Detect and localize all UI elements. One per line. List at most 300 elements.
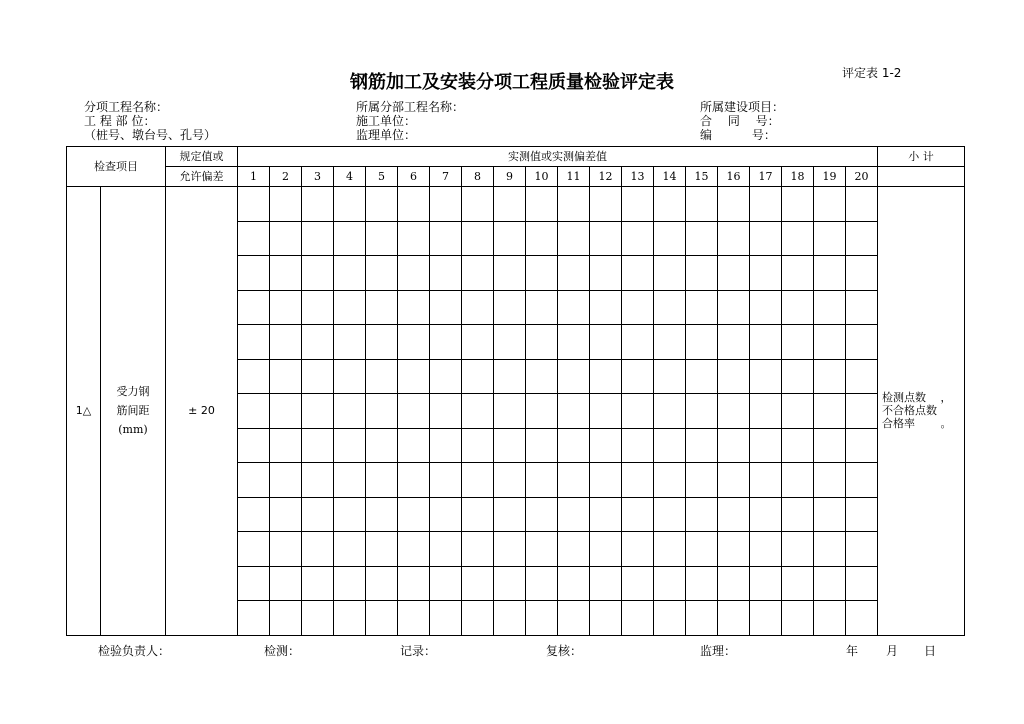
- measured-value-cell[interactable]: [558, 290, 590, 325]
- header-subtotal: 小 计: [878, 147, 965, 167]
- contract-number-label: 合 同 号：: [700, 114, 780, 128]
- measured-value-cell[interactable]: [846, 256, 878, 291]
- measured-value-cell[interactable]: [334, 359, 366, 394]
- measured-value-cell[interactable]: [846, 463, 878, 498]
- column-number: 8: [462, 167, 494, 187]
- measured-value-cell[interactable]: [558, 394, 590, 429]
- measured-value-cell[interactable]: [654, 497, 686, 532]
- measured-value-cell[interactable]: [398, 601, 430, 636]
- measured-value-cell[interactable]: [750, 497, 782, 532]
- measured-value-cell[interactable]: [558, 325, 590, 360]
- measured-value-cell[interactable]: [398, 532, 430, 567]
- measured-value-cell[interactable]: [270, 359, 302, 394]
- measured-value-cell[interactable]: [238, 325, 270, 360]
- measured-value-cell[interactable]: [590, 221, 622, 256]
- measured-value-cell[interactable]: [686, 394, 718, 429]
- measured-value-cell[interactable]: [462, 497, 494, 532]
- measured-value-cell[interactable]: [622, 428, 654, 463]
- column-number: 19: [814, 167, 846, 187]
- measured-value-cell[interactable]: [654, 187, 686, 222]
- measured-value-cell[interactable]: [814, 601, 846, 636]
- measured-value-cell[interactable]: [718, 601, 750, 636]
- measured-value-cell[interactable]: [846, 497, 878, 532]
- construction-unit-label: 施工单位：: [356, 114, 417, 128]
- measured-value-cell[interactable]: [622, 221, 654, 256]
- column-number: 2: [270, 167, 302, 187]
- header-spec-line1: 规定值或: [166, 147, 238, 167]
- measured-value-cell[interactable]: [334, 428, 366, 463]
- column-number: 5: [366, 167, 398, 187]
- measured-value-cell[interactable]: [590, 463, 622, 498]
- measured-value-cell[interactable]: [462, 566, 494, 601]
- measured-value-cell[interactable]: [302, 221, 334, 256]
- measured-value-cell[interactable]: [430, 566, 462, 601]
- item-name: [101, 187, 166, 636]
- measured-value-cell[interactable]: [782, 221, 814, 256]
- measured-value-cell[interactable]: [718, 532, 750, 567]
- measured-value-cell[interactable]: [526, 463, 558, 498]
- measured-value-cell[interactable]: [718, 290, 750, 325]
- measured-value-cell[interactable]: [494, 463, 526, 498]
- measured-value-cell[interactable]: [750, 428, 782, 463]
- measured-value-cell[interactable]: [622, 566, 654, 601]
- measured-value-cell[interactable]: [718, 187, 750, 222]
- column-number: 12: [590, 167, 622, 187]
- measured-value-cell[interactable]: [558, 532, 590, 567]
- measured-value-cell[interactable]: [462, 532, 494, 567]
- measured-value-cell[interactable]: [526, 290, 558, 325]
- measured-value-cell[interactable]: [814, 394, 846, 429]
- measured-value-cell[interactable]: [430, 325, 462, 360]
- measured-value-cell[interactable]: [494, 428, 526, 463]
- measured-value-cell[interactable]: [302, 394, 334, 429]
- measured-value-cell[interactable]: [846, 394, 878, 429]
- measured-value-cell[interactable]: [494, 394, 526, 429]
- sub-project-label: 所属分部工程名称：: [356, 100, 465, 114]
- measured-value-cell[interactable]: [398, 566, 430, 601]
- measured-value-cell[interactable]: [462, 290, 494, 325]
- measured-value-cell[interactable]: [558, 463, 590, 498]
- measured-value-cell[interactable]: [814, 497, 846, 532]
- measured-value-cell[interactable]: [590, 394, 622, 429]
- measured-value-cell[interactable]: [302, 497, 334, 532]
- header-measured-values: 实测值或实测偏差值: [238, 147, 878, 167]
- measured-value-cell[interactable]: [718, 428, 750, 463]
- measured-value-cell[interactable]: [334, 601, 366, 636]
- measured-value-cell[interactable]: [846, 187, 878, 222]
- measured-value-cell[interactable]: [366, 566, 398, 601]
- measured-value-cell[interactable]: [814, 532, 846, 567]
- measured-value-cell[interactable]: [238, 463, 270, 498]
- measured-value-cell[interactable]: [462, 187, 494, 222]
- measured-value-cell[interactable]: [814, 187, 846, 222]
- measured-value-cell[interactable]: [334, 290, 366, 325]
- measured-value-cell[interactable]: [366, 463, 398, 498]
- measured-value-cell[interactable]: [302, 532, 334, 567]
- measured-value-cell[interactable]: [270, 566, 302, 601]
- measured-value-cell[interactable]: [270, 601, 302, 636]
- measured-value-cell[interactable]: [654, 566, 686, 601]
- measured-value-cell[interactable]: [366, 601, 398, 636]
- header-spec-line2: 允许偏差: [166, 167, 238, 187]
- measured-value-cell[interactable]: [590, 497, 622, 532]
- measured-value-cell[interactable]: [590, 187, 622, 222]
- measured-value-cell[interactable]: [302, 256, 334, 291]
- measured-value-cell[interactable]: [526, 394, 558, 429]
- item-name-line: 受力钢: [116, 385, 150, 399]
- measured-value-cell[interactable]: [238, 601, 270, 636]
- measurement-rows: [67, 187, 965, 636]
- measured-value-cell[interactable]: [270, 463, 302, 498]
- measured-value-cell[interactable]: [686, 221, 718, 256]
- measured-value-cell[interactable]: [526, 325, 558, 360]
- measured-value-cell[interactable]: [398, 290, 430, 325]
- measured-value-cell[interactable]: [558, 221, 590, 256]
- measured-value-cell[interactable]: [846, 532, 878, 567]
- measured-value-cell[interactable]: [782, 256, 814, 291]
- measured-value-cell[interactable]: [334, 566, 366, 601]
- measured-value-cell[interactable]: [430, 601, 462, 636]
- measured-value-cell[interactable]: [558, 256, 590, 291]
- pile-pier-hole-label: （桩号、墩台号、孔号）: [84, 128, 217, 142]
- measured-value-cell[interactable]: [334, 256, 366, 291]
- measured-value-cell[interactable]: [398, 221, 430, 256]
- measured-value-cell[interactable]: [814, 256, 846, 291]
- column-number: 18: [782, 167, 814, 187]
- measured-value-cell[interactable]: [782, 359, 814, 394]
- measured-value-cell[interactable]: [302, 566, 334, 601]
- measured-value-cell[interactable]: [654, 428, 686, 463]
- measured-value-cell[interactable]: [494, 601, 526, 636]
- measured-value-cell[interactable]: [238, 532, 270, 567]
- measured-value-cell[interactable]: [718, 359, 750, 394]
- footer-review: 复核：: [546, 644, 583, 658]
- measured-value-cell[interactable]: [494, 532, 526, 567]
- measured-value-cell[interactable]: [430, 290, 462, 325]
- measured-value-cell[interactable]: [622, 532, 654, 567]
- measured-value-cell[interactable]: [462, 325, 494, 360]
- measured-value-cell[interactable]: [430, 463, 462, 498]
- measured-value-cell[interactable]: [782, 601, 814, 636]
- measured-value-cell[interactable]: [270, 221, 302, 256]
- measured-value-cell[interactable]: [238, 221, 270, 256]
- measured-value-cell[interactable]: [270, 394, 302, 429]
- measured-value-cell[interactable]: [430, 428, 462, 463]
- measured-value-cell[interactable]: [750, 256, 782, 291]
- measured-value-cell[interactable]: [782, 325, 814, 360]
- footer-month: 月: [886, 644, 899, 658]
- measured-value-cell[interactable]: [590, 359, 622, 394]
- measured-value-cell[interactable]: [558, 428, 590, 463]
- measured-value-cell[interactable]: [302, 428, 334, 463]
- measured-value-cell[interactable]: [526, 601, 558, 636]
- info-column-left: [84, 100, 216, 142]
- measured-value-cell[interactable]: [654, 463, 686, 498]
- measured-value-cell[interactable]: [782, 566, 814, 601]
- measured-value-cell[interactable]: [334, 532, 366, 567]
- measured-value-cell[interactable]: [366, 187, 398, 222]
- measured-value-cell[interactable]: [494, 221, 526, 256]
- measured-value-cell[interactable]: [846, 221, 878, 256]
- measured-value-cell[interactable]: [558, 601, 590, 636]
- measured-value-cell[interactable]: [366, 497, 398, 532]
- measured-value-cell[interactable]: [622, 497, 654, 532]
- measured-value-cell[interactable]: [526, 256, 558, 291]
- measured-value-cell[interactable]: [398, 497, 430, 532]
- measured-value-cell[interactable]: [462, 463, 494, 498]
- measured-value-cell[interactable]: [782, 428, 814, 463]
- column-number: 3: [302, 167, 334, 187]
- measured-value-cell[interactable]: [814, 463, 846, 498]
- measured-value-cell[interactable]: [526, 532, 558, 567]
- measured-value-cell[interactable]: [366, 359, 398, 394]
- measured-value-cell[interactable]: [238, 290, 270, 325]
- measured-value-cell[interactable]: [270, 497, 302, 532]
- measured-value-cell[interactable]: [494, 325, 526, 360]
- measured-value-cell[interactable]: [494, 256, 526, 291]
- measured-value-cell[interactable]: [750, 325, 782, 360]
- measured-value-cell[interactable]: [686, 359, 718, 394]
- measured-value-cell[interactable]: [494, 187, 526, 222]
- measured-value-cell[interactable]: [302, 325, 334, 360]
- subtotal-line: 检测点数 ，: [882, 391, 952, 405]
- column-number: 13: [622, 167, 654, 187]
- measured-value-cell[interactable]: [686, 187, 718, 222]
- measured-value-cell[interactable]: [334, 497, 366, 532]
- measurement-row: [67, 187, 965, 222]
- measured-value-cell[interactable]: [654, 532, 686, 567]
- measured-value-cell[interactable]: [430, 497, 462, 532]
- footer-record: 记录：: [400, 644, 437, 658]
- measured-value-cell[interactable]: [814, 359, 846, 394]
- measured-value-cell[interactable]: [654, 325, 686, 360]
- measured-value-cell[interactable]: [622, 463, 654, 498]
- measured-value-cell[interactable]: [718, 497, 750, 532]
- measured-value-cell[interactable]: [558, 359, 590, 394]
- measured-value-cell[interactable]: [238, 497, 270, 532]
- measured-value-cell[interactable]: [782, 532, 814, 567]
- measured-value-cell[interactable]: [526, 566, 558, 601]
- construction-project-label: 所属建设项目：: [700, 100, 785, 114]
- measured-value-cell[interactable]: [654, 221, 686, 256]
- measured-value-cell[interactable]: [430, 532, 462, 567]
- measured-value-cell[interactable]: [270, 532, 302, 567]
- measured-value-cell[interactable]: [686, 601, 718, 636]
- measured-value-cell[interactable]: [526, 428, 558, 463]
- measured-value-cell[interactable]: [526, 221, 558, 256]
- measured-value-cell[interactable]: [270, 290, 302, 325]
- measured-value-cell[interactable]: [590, 532, 622, 567]
- measured-value-cell[interactable]: [366, 290, 398, 325]
- measured-value-cell[interactable]: [462, 256, 494, 291]
- measured-value-cell[interactable]: [718, 221, 750, 256]
- measured-value-cell[interactable]: [622, 394, 654, 429]
- measured-value-cell[interactable]: [750, 566, 782, 601]
- measured-value-cell[interactable]: [462, 428, 494, 463]
- measured-value-cell[interactable]: [654, 601, 686, 636]
- measured-value-cell[interactable]: [814, 428, 846, 463]
- measured-value-cell[interactable]: [430, 394, 462, 429]
- measured-value-cell[interactable]: [686, 566, 718, 601]
- measured-value-cell[interactable]: [334, 187, 366, 222]
- measured-value-cell[interactable]: [398, 394, 430, 429]
- measured-value-cell[interactable]: [686, 256, 718, 291]
- measured-value-cell[interactable]: [718, 256, 750, 291]
- measured-value-cell[interactable]: [686, 497, 718, 532]
- measured-value-cell[interactable]: [238, 187, 270, 222]
- measured-value-cell[interactable]: [686, 290, 718, 325]
- measured-value-cell[interactable]: [750, 290, 782, 325]
- measured-value-cell[interactable]: [238, 428, 270, 463]
- measured-value-cell[interactable]: [654, 290, 686, 325]
- measured-value-cell[interactable]: [302, 601, 334, 636]
- measured-value-cell[interactable]: [654, 394, 686, 429]
- measured-value-cell[interactable]: [398, 256, 430, 291]
- tolerance-value: ± 20: [166, 187, 238, 636]
- measured-value-cell[interactable]: [814, 566, 846, 601]
- measured-value-cell[interactable]: [366, 394, 398, 429]
- serial-number-label: 编 号：: [700, 128, 776, 142]
- measured-value-cell[interactable]: [238, 394, 270, 429]
- measured-value-cell[interactable]: [302, 187, 334, 222]
- measured-value-cell[interactable]: [686, 428, 718, 463]
- measured-value-cell[interactable]: [398, 428, 430, 463]
- measured-value-cell[interactable]: [462, 359, 494, 394]
- measured-value-cell[interactable]: [590, 256, 622, 291]
- measured-value-cell[interactable]: [846, 601, 878, 636]
- measured-value-cell[interactable]: [846, 290, 878, 325]
- measured-value-cell[interactable]: [526, 359, 558, 394]
- column-number: 20: [846, 167, 878, 187]
- measured-value-cell[interactable]: [334, 325, 366, 360]
- measured-value-cell[interactable]: [494, 566, 526, 601]
- column-number: 9: [494, 167, 526, 187]
- measured-value-cell[interactable]: [366, 428, 398, 463]
- measured-value-cell[interactable]: [302, 290, 334, 325]
- measured-value-cell[interactable]: [590, 428, 622, 463]
- measured-value-cell[interactable]: [718, 325, 750, 360]
- column-number: 11: [558, 167, 590, 187]
- measured-value-cell[interactable]: [750, 601, 782, 636]
- measured-value-cell[interactable]: [462, 601, 494, 636]
- measured-value-cell[interactable]: [430, 221, 462, 256]
- measured-value-cell[interactable]: [590, 325, 622, 360]
- measured-value-cell[interactable]: [782, 497, 814, 532]
- measured-value-cell[interactable]: [558, 566, 590, 601]
- measured-value-cell[interactable]: [398, 359, 430, 394]
- measured-value-cell[interactable]: [654, 359, 686, 394]
- measured-value-cell[interactable]: [430, 187, 462, 222]
- measured-value-cell[interactable]: [782, 394, 814, 429]
- measured-value-cell[interactable]: [494, 497, 526, 532]
- measured-value-cell[interactable]: [494, 290, 526, 325]
- column-number: 7: [430, 167, 462, 187]
- column-number: 14: [654, 167, 686, 187]
- header-check-item: 检查项目: [67, 147, 166, 187]
- measured-value-cell[interactable]: [334, 394, 366, 429]
- measured-value-cell[interactable]: [750, 532, 782, 567]
- measured-value-cell[interactable]: [750, 187, 782, 222]
- measured-value-cell[interactable]: [398, 187, 430, 222]
- measured-value-cell[interactable]: [270, 428, 302, 463]
- measured-value-cell[interactable]: [814, 325, 846, 360]
- measured-value-cell[interactable]: [622, 601, 654, 636]
- measured-value-cell[interactable]: [526, 187, 558, 222]
- measured-value-cell[interactable]: [846, 325, 878, 360]
- measured-value-cell[interactable]: [590, 290, 622, 325]
- measured-value-cell[interactable]: [782, 187, 814, 222]
- measured-value-cell[interactable]: [302, 359, 334, 394]
- measured-value-cell[interactable]: [654, 256, 686, 291]
- measured-value-cell[interactable]: [686, 325, 718, 360]
- measured-value-cell[interactable]: [558, 187, 590, 222]
- measured-value-cell[interactable]: [846, 428, 878, 463]
- measured-value-cell[interactable]: [814, 221, 846, 256]
- measured-value-cell[interactable]: [782, 290, 814, 325]
- column-number: 10: [526, 167, 558, 187]
- item-name-line: 筋间距: [116, 404, 150, 418]
- measured-value-cell[interactable]: [334, 463, 366, 498]
- measured-value-cell[interactable]: [718, 566, 750, 601]
- measured-value-cell[interactable]: [750, 359, 782, 394]
- measured-value-cell[interactable]: [590, 566, 622, 601]
- measured-value-cell[interactable]: [590, 601, 622, 636]
- measured-value-cell[interactable]: [430, 256, 462, 291]
- measured-value-cell[interactable]: [398, 463, 430, 498]
- measured-value-cell[interactable]: [334, 221, 366, 256]
- measured-value-cell[interactable]: [270, 325, 302, 360]
- measured-value-cell[interactable]: [270, 187, 302, 222]
- measured-value-cell[interactable]: [366, 256, 398, 291]
- measured-value-cell[interactable]: [814, 290, 846, 325]
- measured-value-cell[interactable]: [302, 463, 334, 498]
- measured-value-cell[interactable]: [366, 221, 398, 256]
- measured-value-cell[interactable]: [846, 566, 878, 601]
- info-column-right: [700, 100, 784, 142]
- measured-value-cell[interactable]: [718, 394, 750, 429]
- measured-value-cell[interactable]: [526, 497, 558, 532]
- measured-value-cell[interactable]: [622, 325, 654, 360]
- measured-value-cell[interactable]: [750, 463, 782, 498]
- project-name-label: 分项工程名称：: [84, 100, 169, 114]
- column-number: 16: [718, 167, 750, 187]
- measured-value-cell[interactable]: [462, 221, 494, 256]
- measured-value-cell[interactable]: [238, 256, 270, 291]
- measured-value-cell[interactable]: [622, 359, 654, 394]
- measured-value-cell[interactable]: [558, 497, 590, 532]
- measured-value-cell[interactable]: [366, 532, 398, 567]
- measured-value-cell[interactable]: [750, 221, 782, 256]
- measured-value-cell[interactable]: [494, 359, 526, 394]
- measured-value-cell[interactable]: [270, 256, 302, 291]
- measured-value-cell[interactable]: [430, 359, 462, 394]
- measured-value-cell[interactable]: [238, 566, 270, 601]
- measured-value-cell[interactable]: [686, 532, 718, 567]
- measured-value-cell[interactable]: [366, 325, 398, 360]
- measured-value-cell[interactable]: [718, 463, 750, 498]
- measured-value-cell[interactable]: [622, 187, 654, 222]
- measured-value-cell[interactable]: [398, 325, 430, 360]
- measured-value-cell[interactable]: [750, 394, 782, 429]
- measured-value-cell[interactable]: [622, 290, 654, 325]
- measured-value-cell[interactable]: [846, 359, 878, 394]
- measured-value-cell[interactable]: [686, 463, 718, 498]
- measured-value-cell[interactable]: [622, 256, 654, 291]
- measured-value-cell[interactable]: [782, 463, 814, 498]
- measured-value-cell[interactable]: [462, 394, 494, 429]
- measured-value-cell[interactable]: [238, 359, 270, 394]
- column-number: 15: [686, 167, 718, 187]
